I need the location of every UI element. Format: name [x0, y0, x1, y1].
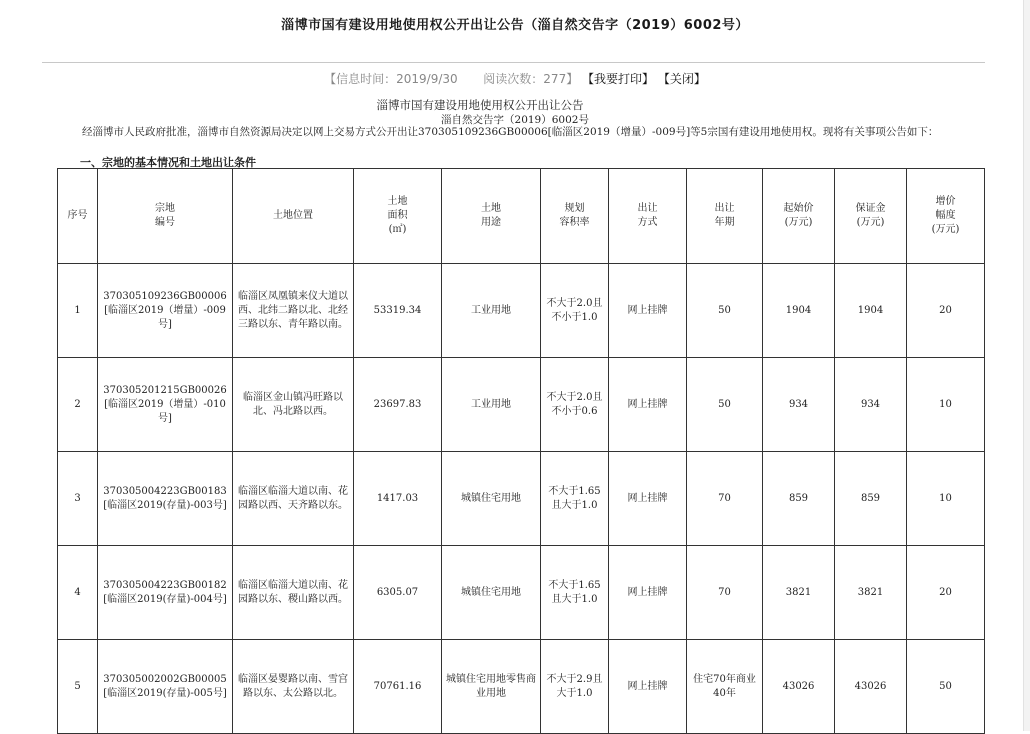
table-header-row [58, 169, 985, 264]
table-cell: 4 [58, 546, 98, 640]
header-cell: 序号 [58, 169, 98, 264]
table-cell: 23697.83 [354, 358, 442, 452]
table-cell: 网上挂牌 [609, 264, 687, 358]
table-cell: 网上挂牌 [609, 546, 687, 640]
table-cell: 工业用地 [442, 264, 541, 358]
table-cell: 城镇住宅用地零售商业用地 [442, 640, 541, 734]
table-cell: 临淄区临淄大道以南、花园路以东、稷山路以西。 [233, 546, 354, 640]
table-cell: 3 [58, 452, 98, 546]
table-cell: 43026 [835, 640, 907, 734]
header-cell: 宗地 编号 [98, 169, 233, 264]
table-cell: 不大于1.65且大于1.0 [541, 452, 609, 546]
table-row [58, 640, 985, 734]
table-cell: 网上挂牌 [609, 452, 687, 546]
table-cell: 934 [835, 358, 907, 452]
header-cell: 保证金 (万元) [835, 169, 907, 264]
table-cell: 10 [907, 452, 985, 546]
table-row [58, 358, 985, 452]
table-cell: 临淄区晏婴路以南、雪宫路以东、太公路以北。 [233, 640, 354, 734]
header-cell: 出让 方式 [609, 169, 687, 264]
table-cell: 临淄区金山镇冯旺路以北、冯北路以西。 [233, 358, 354, 452]
header-cell: 土地 用途 [442, 169, 541, 264]
table-cell: 3821 [835, 546, 907, 640]
table-cell: 城镇住宅用地 [442, 546, 541, 640]
header-cell: 土地位置 [233, 169, 354, 264]
table-row [58, 546, 985, 640]
header-cell: 土地 面积 (㎡) [354, 169, 442, 264]
table-cell: 临淄区临淄大道以南、花园路以西、天齐路以东。 [233, 452, 354, 546]
intro-paragraph: 经淄博市人民政府批准，淄博市自然资源局决定以网上交易方式公开出让370305109236GB00006[临淄区2019（增量）-009号]等5宗国有建设用地使用权。现将有关事项公告如下： [82, 126, 939, 138]
table-cell: 43026 [763, 640, 835, 734]
print-link[interactable]: 【我要打印】 [582, 72, 655, 86]
view-count: 阅读次数：277】 [483, 72, 579, 86]
land-table [57, 168, 985, 734]
table-cell: 2 [58, 358, 98, 452]
close-link[interactable]: 【关闭】 [657, 72, 706, 86]
table-cell: 934 [763, 358, 835, 452]
table-cell: 70 [687, 452, 763, 546]
table-cell: 3821 [763, 546, 835, 640]
table-cell: 53319.34 [354, 264, 442, 358]
table-cell: 工业用地 [442, 358, 541, 452]
table-cell: 城镇住宅用地 [442, 452, 541, 546]
table-cell: 370305002002GB00005[临淄区2019(存量)-005号] [98, 640, 233, 734]
page-title: 淄博市国有建设用地使用权公开出让公告（淄自然交告字（2019）6002号） [281, 18, 749, 33]
table-row [58, 452, 985, 546]
table-cell: 不大于2.9且大于1.0 [541, 640, 609, 734]
scrollbar[interactable] [1023, 0, 1030, 731]
table-cell: 不大于1.65且大于1.0 [541, 546, 609, 640]
table-cell: 住宅70年商业40年 [687, 640, 763, 734]
meta-bar [0, 70, 1030, 87]
table-cell: 370305109236GB00006[临淄区2019（增量）-009号] [98, 264, 233, 358]
table-cell: 1 [58, 264, 98, 358]
header-cell: 起始价 (万元) [763, 169, 835, 264]
section-heading: 一、宗地的基本情况和土地出让条件 [80, 156, 256, 169]
table-cell: 10 [907, 358, 985, 452]
table-cell: 70761.16 [354, 640, 442, 734]
table-cell: 370305004223GB00183[临淄区2019(存量)-003号] [98, 452, 233, 546]
table-cell: 1904 [763, 264, 835, 358]
table-cell: 不大于2.0且不小于0.6 [541, 358, 609, 452]
table-cell: 1417.03 [354, 452, 442, 546]
table-cell: 网上挂牌 [609, 358, 687, 452]
notice-number: 淄自然交告字（2019）6002号 [441, 114, 589, 126]
header-cell: 增价 幅度 (万元) [907, 169, 985, 264]
info-time: 【信息时间：2019/9/30 [324, 72, 458, 86]
table-cell: 1904 [835, 264, 907, 358]
table-cell: 370305201215GB00026[临淄区2019（增量）-010号] [98, 358, 233, 452]
table-cell: 50 [687, 358, 763, 452]
header-cell: 出让 年期 [687, 169, 763, 264]
table-body [58, 264, 985, 734]
table-cell: 20 [907, 546, 985, 640]
table-cell: 859 [763, 452, 835, 546]
table-row [58, 264, 985, 358]
notice-title: 淄博市国有建设用地使用权公开出让公告 [376, 98, 584, 112]
table-cell: 20 [907, 264, 985, 358]
table-cell: 70 [687, 546, 763, 640]
table-cell: 859 [835, 452, 907, 546]
table-cell: 5 [58, 640, 98, 734]
table-cell: 6305.07 [354, 546, 442, 640]
table-cell: 50 [687, 264, 763, 358]
divider [42, 62, 985, 63]
table-cell: 临淄区凤凰镇来仪大道以西、北纬二路以北、北经三路以东、青年路以南。 [233, 264, 354, 358]
table-cell: 50 [907, 640, 985, 734]
table-cell: 网上挂牌 [609, 640, 687, 734]
table-cell: 370305004223GB00182[临淄区2019(存量)-004号] [98, 546, 233, 640]
table-cell: 不大于2.0且不小于1.0 [541, 264, 609, 358]
header-cell: 规划 容积率 [541, 169, 609, 264]
